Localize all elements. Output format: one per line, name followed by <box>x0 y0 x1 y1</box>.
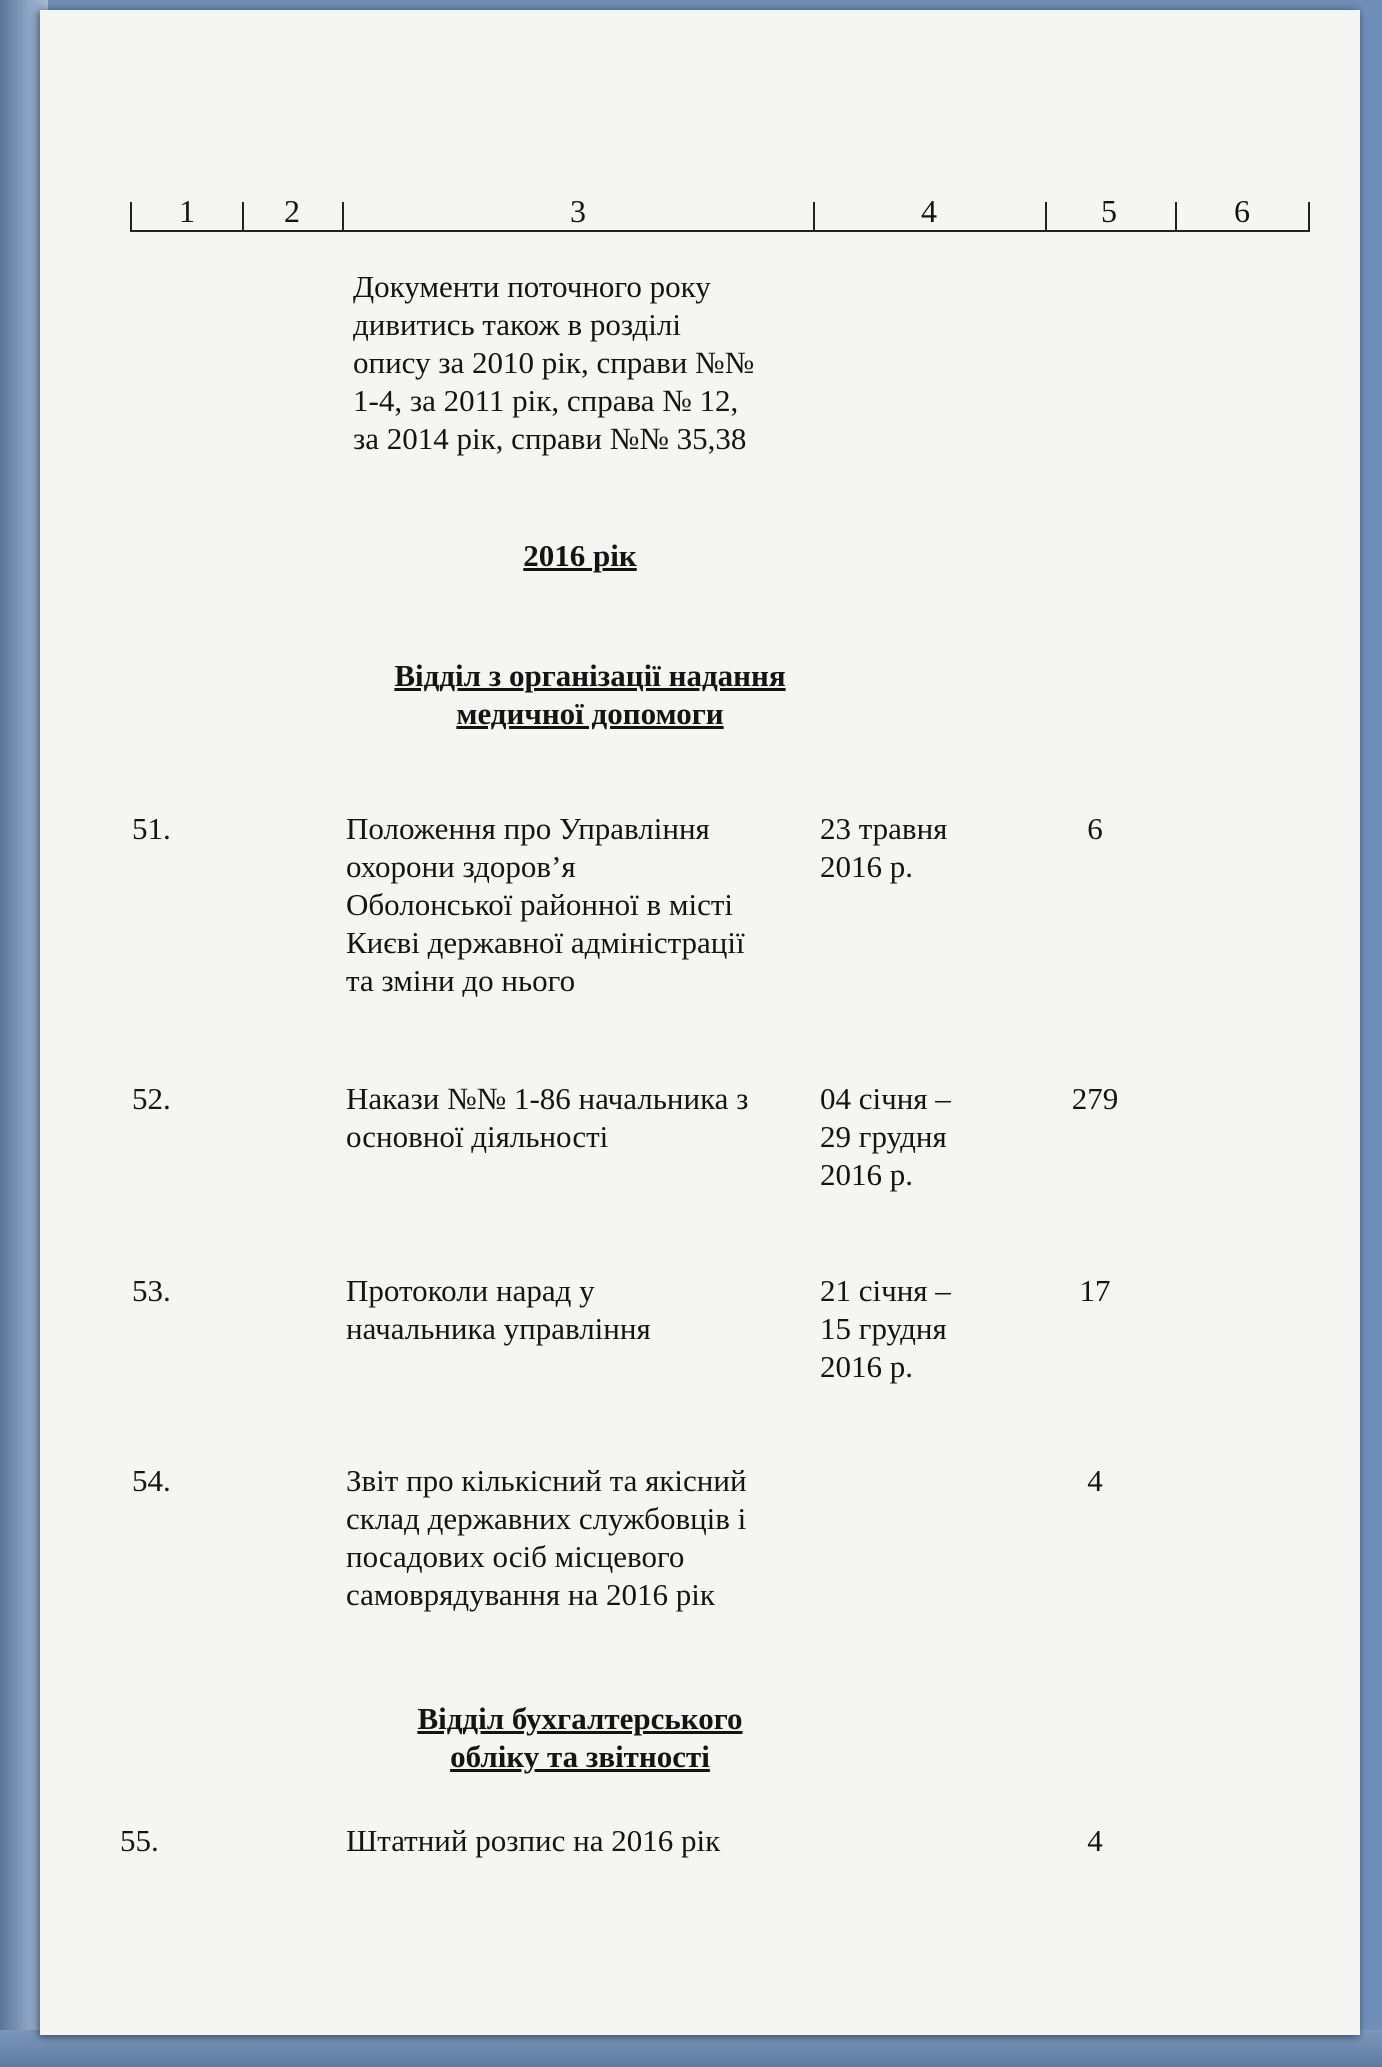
column-number-6: 6 <box>1234 193 1250 229</box>
column-divider <box>1045 202 1047 232</box>
entry-title: Накази №№ 1-86 начальника з основної діяльності <box>346 1081 749 1154</box>
column-divider <box>813 202 815 232</box>
column-header-rule <box>130 230 1310 232</box>
entry-title: Звіт про кількісний та якісний склад державних службовців і посадових осіб місцевого самоврядування на 2016 рік <box>346 1463 747 1612</box>
column-divider <box>242 202 244 232</box>
entry-number: 53. <box>132 1273 171 1308</box>
entry-sheets: 6 <box>1087 811 1103 846</box>
scanner-background-bottom <box>0 2030 1382 2067</box>
column-divider <box>130 202 132 232</box>
column-divider <box>342 202 344 232</box>
section-heading-accounting: Відділ бухгалтерського обліку та звітності <box>417 1701 743 1774</box>
entry-sheets: 279 <box>1071 1081 1119 1116</box>
document-page <box>40 10 1360 2035</box>
cross-reference-note: Документи поточного року дивитись також в розділі опису за 2010 рік, справи №№ 1-4, за 2011 рік, справа № 12, за 2014 рік, справи №№ 35,38 <box>353 269 755 456</box>
column-number-5: 5 <box>1101 193 1117 229</box>
entry-title: Протоколи нарад у начальника управління <box>346 1273 651 1346</box>
entry-sheets: 4 <box>1087 1463 1103 1498</box>
column-number-3: 3 <box>570 193 586 229</box>
entry-date: 04 січня – 29 грудня 2016 р. <box>820 1081 951 1192</box>
entry-number: 51. <box>132 811 171 846</box>
column-divider <box>1308 202 1310 232</box>
column-divider <box>1175 202 1177 232</box>
entry-title: Штатний розпис на 2016 рік <box>346 1823 721 1858</box>
entry-number: 52. <box>132 1081 171 1116</box>
year-heading: 2016 рік <box>523 538 637 573</box>
column-number-1: 1 <box>179 193 195 229</box>
column-number-4: 4 <box>921 193 937 229</box>
entry-sheets: 4 <box>1087 1823 1103 1858</box>
entry-sheets: 17 <box>1079 1273 1111 1308</box>
entry-title: Положення про Управління охорони здоров’я Оболонської районної в місті Києві державної адміністрації та зміни до нього <box>346 811 745 998</box>
entry-number: 54. <box>132 1463 171 1498</box>
column-number-2: 2 <box>284 193 300 229</box>
section-heading-medical: Відділ з організації надання медичної допомоги <box>394 658 786 731</box>
entry-date: 21 січня – 15 грудня 2016 р. <box>820 1273 951 1384</box>
entry-date: 23 травня 2016 р. <box>820 811 948 884</box>
entry-number: 55. <box>120 1823 159 1858</box>
